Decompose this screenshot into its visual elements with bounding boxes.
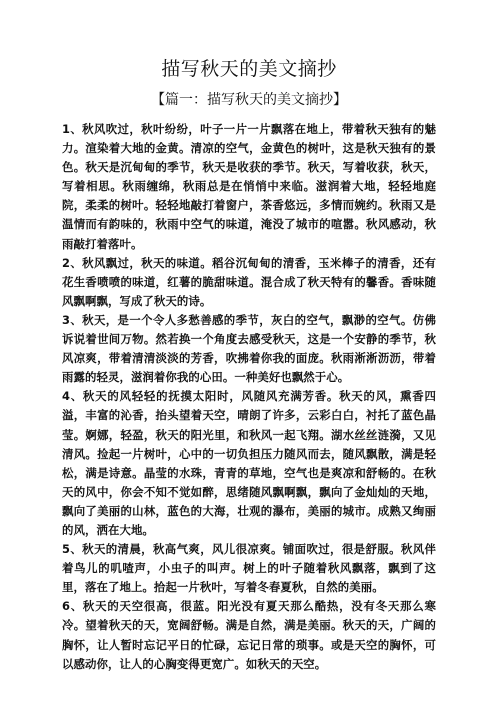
article-body	[62, 120, 436, 674]
paragraph-6: 6、秋天的天空很高，很蓝。阳光没有夏天那么酷热，没有冬天那么寒冷。望着秋天的天，宽阔舒畅。满是自然，满是美丽。秋天的天，广阔的胸怀，让人暂时忘记平日的忙碌，忘记日常的琐事。或是天空的胸怀，可以感动你，让人的心胸变得更宽广。如秋天的天空。	[62, 599, 436, 671]
paragraph-1: 1、秋风吹过，秋叶纷纷，叶子一片一片飘落在地上，带着秋天独有的魅力。渲染着大地的金黄。清凉的空气，金黄色的树叶，这是秋天独有的景色。秋天是沉甸甸的季节，秋天是收获的季节。秋天，写着收获，秋天，写着相思。秋雨缠绵，秋雨总是在悄悄中来临。滋润着大地，轻轻地庭院，柔柔的树叶。轻轻地敲打着窗户，茶香悠远，多情而婉约。秋雨又是温情而有韵味的，秋雨中空气的味道，淹没了城市的喧嚣。秋风感动，秋雨敲打着落叶。	[62, 122, 436, 251]
document-title: 描写秋天的美文摘抄	[161, 58, 337, 80]
paragraph-5: 5、秋天的清晨，秋高气爽，风儿很凉爽。铺面吹过，很是舒服。秋风伴着鸟儿的叽喳声，小虫子的叫声。树上的叶子随着秋风飘落，飘到了这里，落在了地上。拾起一片秋叶，写着冬春夏秋，自然的美丽。	[62, 542, 436, 595]
paragraph-2: 2、秋风飘过，秋天的味道。稻谷沉甸甸的清香，玉米棒子的清香，还有花生香喷喷的味道，红薯的脆甜味道。混合成了秋天特有的馨香。香味随风飘啊飘，写成了秋天的诗。	[62, 255, 436, 308]
section-heading: 【篇一：描写秋天的美文摘抄】	[151, 92, 347, 108]
paragraph-3: 3、秋天，是一个令人多愁善感的季节，灰白的空气，飘渺的空气。仿佛诉说着世间万物。然若换一个角度去感受秋天，这是一个安静的季节，秋风凉爽，带着清清淡淡的芳香，吹拂着你我的面庞。秋雨淅淅沥沥，带着雨露的轻灵，滋润着你我的心田。一种美好也飘然于心。	[62, 312, 436, 385]
paragraph-4: 4、秋天的风轻轻的抚摸太阳时，风随风充满芳香。秋天的风，熏香四溢，丰富的沁香，抬头望着天空，晴朗了许多，云彩白白，衬托了蓝色晶莹。婀娜，轻盈，秋天的阳光里，和秋风一起飞翔。湖水丝丝涟漪，又见清风。捡起一片树叶，心中的一切负担压力随风而去，随风飘散，满是轻松，满是诗意。晶莹的水珠，青青的草地，空气也是爽凉和舒畅的。在秋天的风中，你会不知不觉如醉，思绪随风飘啊飘，飘向了金灿灿的天地，飘向了美丽的山林，蓝色的大海，壮观的瀑布，美丽的城市。成熟又绚丽的风，洒在大地。	[62, 389, 436, 537]
